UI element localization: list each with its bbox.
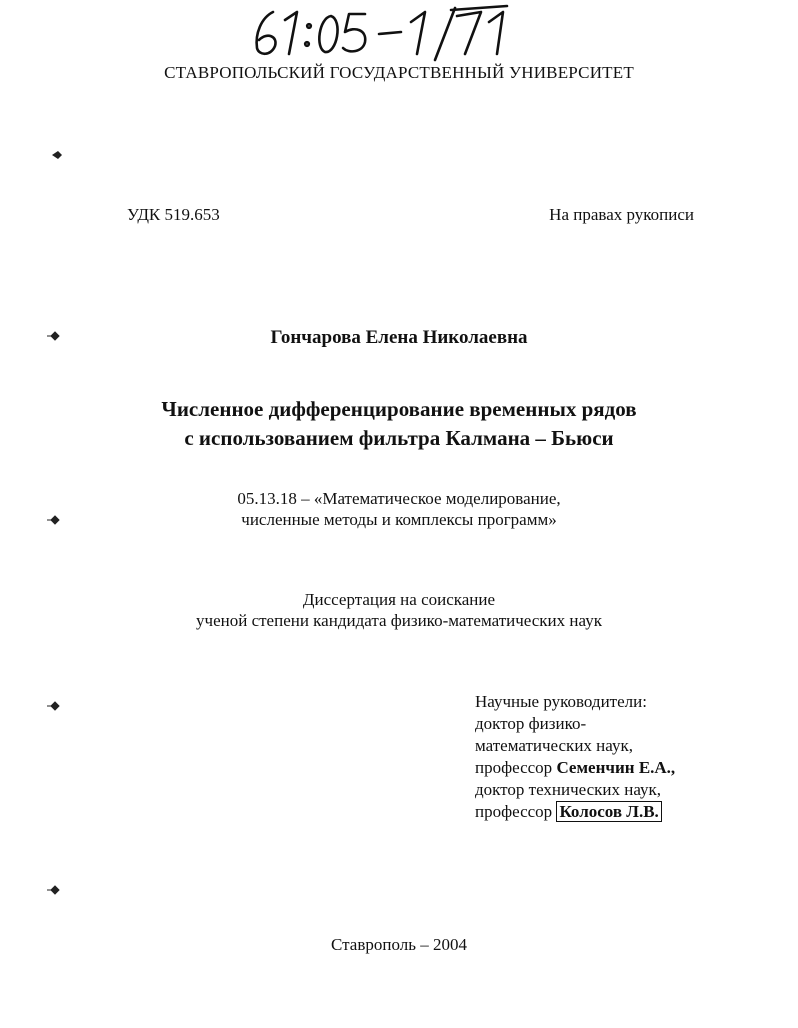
margin-mark-2 (46, 328, 60, 338)
udk-code: УДК 519.653 (127, 205, 220, 224)
margin-mark-5 (46, 882, 60, 892)
dissertation-title (0, 395, 798, 453)
margin-mark-1 (50, 147, 64, 157)
supervisor-1-name: Семенчин Е.А., (556, 758, 676, 777)
supervisor-1-degree-line-1: доктор физико- (475, 714, 587, 733)
title-line-1: Численное дифференцирование временных рядов (161, 397, 637, 421)
supervisor-1-title: профессор (475, 758, 557, 777)
supervisor-2-degree: доктор технических наук, (475, 780, 662, 799)
supervisor-1 (475, 757, 675, 779)
handwritten-code-drawing (245, 4, 545, 62)
city-year: Ставрополь – 2004 (331, 935, 467, 954)
supervisor-2 (475, 801, 675, 823)
degree-line-1: Диссертация на соискание (302, 590, 496, 609)
degree-statement (0, 589, 798, 631)
specialty-line-2: численные методы и комплексы программ» (241, 510, 557, 529)
author-name: Гончарова Елена Николаевна (270, 327, 528, 348)
handwritten-archive-code (245, 4, 545, 62)
margin-mark-3 (46, 512, 60, 522)
supervisors-block (475, 691, 675, 823)
supervisor-2-title: профессор (475, 802, 557, 821)
degree-line-2: ученой степени кандидата физико-математических наук (196, 611, 602, 630)
manuscript-rights: На правах рукописи (549, 205, 694, 224)
specialty (0, 488, 798, 530)
title-line-2: с использованием фильтра Калмана – Бьюси (184, 426, 614, 450)
margin-mark-4 (46, 698, 60, 708)
supervisors-heading: Научные руководители: (475, 692, 647, 711)
university-name: СТАВРОПОЛЬСКИЙ ГОСУДАРСТВЕННЫЙ УНИВЕРСИТЕТ (164, 63, 634, 82)
specialty-line-1: 05.13.18 – «Математическое моделирование, (237, 489, 561, 508)
supervisor-2-name-framed: Колосов Л.В. (556, 801, 661, 822)
supervisor-1-degree-line-2: математических наук, (475, 736, 633, 755)
